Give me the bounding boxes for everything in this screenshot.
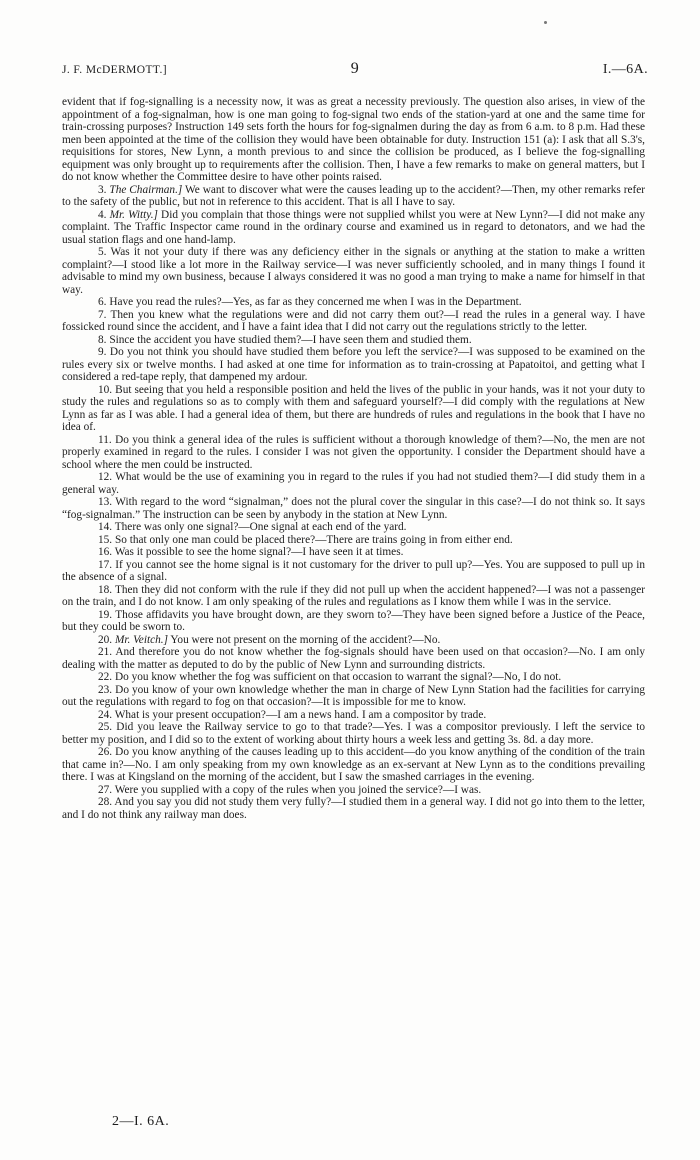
question-number: 11. (98, 433, 112, 446)
question-number: 17. (98, 558, 113, 571)
paragraph-text: evident that if fog-signalling is a necessity now, it was as great a necessity previously. The question also arises, in view of the appointment of a fog-signalman, how is one man going to fog-signal two ends of the station-yard at one and the same time for train-crossing purposes? Instruction 149 sets forth the hours for fog-signalmen during the day as from 6 a.m. to 8 p.m. Had these men been appointed at the time of the collision they would have been obtainable for duty. Instruction 151 (a): I ask that all S.3's, requisitions for stores, New Lynn, a month previous to and since the collision be produced, as I believe the fog-signalling equipment was only brought up to requirements after the collision. Then, I have a few remarks to make on general matters, but I do not know whether the Committee desire to have other points raised. (62, 96, 645, 183)
paragraph-text: So that only one man could be placed there?—There are trains going in from either end. (114, 533, 513, 546)
paragraph-text: Do you know anything of the causes leading up to this accident—do you know anything of the condition of the train that came in?—No. I am only speaking from my own knowledge as an ex-servant at New Lynn as to the conditions prevailing there. I was at Kingsland on the morning of the accident, but I saw the smashed carriages in the evening. (62, 746, 645, 783)
testimony-body (62, 96, 645, 821)
question-answer-paragraph (62, 521, 645, 534)
question-answer-paragraph (62, 184, 645, 209)
question-number: 25. (98, 721, 113, 733)
header-paper-reference: I.—6A. (602, 62, 648, 77)
question-number: 7. (98, 308, 107, 321)
paragraph-text: If you cannot see the home signal is it not customary for the driver to pull up?—Yes. You are supposed to pull up in the absence of a signal. (62, 558, 645, 583)
question-number: 14. (98, 521, 113, 533)
question-answer-paragraph (62, 646, 645, 671)
paragraph-text: But seeing that you held a responsible position and held the lives of the public in your hands, was it not your duty to study the rules and regulations so as to comply with them and safeguard yourself?—I did comply with the regulations at New Lynn as far as I was able. I had a general idea of them, but there are hundreds of rules and regulations in the book that I have no idea of. (62, 383, 645, 433)
question-number: 4. (98, 208, 107, 221)
question-number: 8. (98, 333, 107, 346)
question-answer-paragraph (62, 471, 645, 496)
signature-mark: 2—I. 6A. (112, 1114, 170, 1129)
question-number: 28. (98, 796, 113, 808)
paragraph-text: Were you supplied with a copy of the rules when you joined the service?—I was. (114, 783, 482, 796)
question-number: 10. (98, 383, 113, 396)
question-number: 23. (98, 683, 113, 696)
question-number: 27. (98, 783, 113, 796)
paragraph-text: Do you know of your own knowledge whether the man in charge of New Lynn Station had the facilities for carrying out the regulations with regard to fog on that occasion?—It is impossible for me to know. (62, 683, 645, 708)
question-number: 19. (98, 608, 113, 621)
paragraph-text: What is your present occupation?—I am a news hand. I am a compositor by trade. (114, 708, 487, 721)
question-answer-paragraph (62, 721, 645, 746)
paragraph-text: Since the accident you have studied them?—I have seen them and studied them. (109, 333, 472, 346)
question-answer-paragraph (62, 559, 645, 584)
question-answer-paragraph (62, 784, 645, 797)
question-number: 9. (98, 346, 107, 358)
question-number: 15. (98, 533, 113, 546)
question-answer-paragraph (62, 496, 645, 521)
paragraph-text: Then they did not conform with the rule if they did not pull up when the accident happened?—I was not a passenger on the train, and I do not know. I am only speaking of the rules and regulations as I know them while I was in the service. (62, 583, 645, 608)
question-number: 21. (98, 646, 113, 658)
question-number: 6. (98, 296, 107, 308)
question-answer-paragraph (62, 546, 645, 559)
question-number: 13. (98, 496, 113, 508)
question-number: 20. (98, 633, 113, 646)
page-speck (544, 21, 547, 24)
question-answer-paragraph (62, 746, 645, 784)
question-number: 12. (98, 471, 113, 483)
header-witness-name: J. F. McDERMOTT.] (62, 64, 168, 76)
question-number: 16. (98, 546, 113, 558)
paragraph-text: We want to discover what were the causes leading up to the accident?—Then, my other remarks refer to the safety of the public, but not in reference to this accident. That is all I have to say. (62, 183, 646, 208)
running-header (62, 62, 648, 82)
paragraph-text: What would be the use of examining you in regard to the rules if you had not studied them?—I did study them in a general way. (62, 471, 645, 496)
question-answer-paragraph (62, 246, 645, 296)
speaker-name: Mr. Witty.] (109, 208, 158, 221)
question-number: 5. (98, 246, 107, 258)
paragraph-text: Was it possible to see the home signal?—I have seen it at times. (114, 546, 404, 558)
question-number: 24. (98, 708, 113, 721)
paragraph-text: Have you read the rules?—Yes, as far as they concerned me when I was in the Department. (109, 296, 522, 308)
paragraph-text: Was it not your duty if there was any deficiency either in the signals or anything at the station to make a written complaint?—I stood like a lot more in the Railway service—I was never sufficiently schooled, and in many things I found it advisable to mind my own business, because I always considered it was no good a man trying to make a name for himself in that way. (62, 246, 645, 296)
question-answer-paragraph (62, 296, 645, 309)
paragraph-text: And you say you did not study them very fully?—I studied them in a general way. I did not go into them to the letter, and I do not think any railway man does. (62, 796, 646, 821)
paragraph-text: Then you knew what the regulations were and did not carry them out?—I read the rules in a general way. I have fossicked round since the accident, and I have a faint idea that I did not carry out the regulations strictly to the letter. (62, 308, 645, 333)
paragraph-text: Those affidavits you have brought down, are they sworn to?—They have been signed before a Justice of the Peace, but they could be sworn to. (62, 608, 645, 633)
question-number: 22. (98, 671, 113, 683)
question-number: 26. (98, 746, 113, 758)
paragraph-text: Do you know whether the fog was sufficient on that occasion to warrant the signal?—No, I do not. (114, 671, 562, 683)
paragraph-text: With regard to the word “signalman,” does not the plural cover the singular in this case?—I do not think so. It says “fog-signalman.” The instruction can be seen by anybody in the station at New Lynn. (62, 496, 646, 521)
question-answer-paragraph (62, 209, 645, 247)
question-answer-paragraph (62, 609, 645, 634)
question-answer-paragraph (62, 384, 645, 434)
question-answer-paragraph (62, 684, 645, 709)
paragraph-text: There was only one signal?—One signal at each end of the yard. (114, 521, 407, 533)
speaker-name: Mr. Veitch.] (114, 633, 168, 646)
paragraph-text: You were not present on the morning of the accident?—No. (170, 633, 441, 646)
paragraph-text: Do you think a general idea of the rules is sufficient without a thorough knowledge of them?—No, the men are not properly examined in regard to the rules. I consider I was not given the opportunity. I consider the Department should have a school where the men could be instructed. (62, 433, 645, 471)
continuation-paragraph (62, 96, 645, 184)
question-number: 3. (98, 183, 107, 196)
paragraph-text: And therefore you do not know whether the fog-signals should have been used on that occasion?—No. I am only dealing with the matter as deputed to do by the public of New Lynn and surrounding districts. (62, 646, 645, 671)
question-answer-paragraph (62, 346, 645, 384)
paragraph-text: Did you complain that those things were not supplied whilst you were at New Lynn?—I did not make any complaint. The Traffic Inspector came round in the ordinary course and examined us in regard to detonators, and we had the usual station flags and one hand-lamp. (62, 208, 646, 246)
question-answer-paragraph (62, 309, 645, 334)
question-answer-paragraph (62, 796, 645, 821)
question-answer-paragraph (62, 434, 645, 472)
paragraph-text: Do you not think you should have studied them before you left the service?—I was supposed to be examined on the rules every six or twelve months. I had asked at one time for information as to train-crossing at Papatoitoi, and getting what I considered a red-tape reply, that dampened my ardour. (62, 346, 645, 383)
question-answer-paragraph (62, 584, 645, 609)
speaker-name: The Chairman.] (109, 183, 183, 196)
question-answer-paragraph (62, 334, 645, 347)
header-page-number: 9 (350, 60, 360, 77)
question-answer-paragraph (62, 671, 645, 684)
question-answer-paragraph (62, 709, 645, 722)
paragraph-text: Did you leave the Railway service to go to that trade?—Yes. I was a compositor previously. I left the service to better my position, and I did so to the extent of working about thirty hours a week less and getting 3s. 8d. a day more. (62, 721, 646, 746)
question-number: 18. (98, 583, 113, 596)
question-answer-paragraph (62, 634, 645, 647)
question-answer-paragraph (62, 534, 645, 547)
